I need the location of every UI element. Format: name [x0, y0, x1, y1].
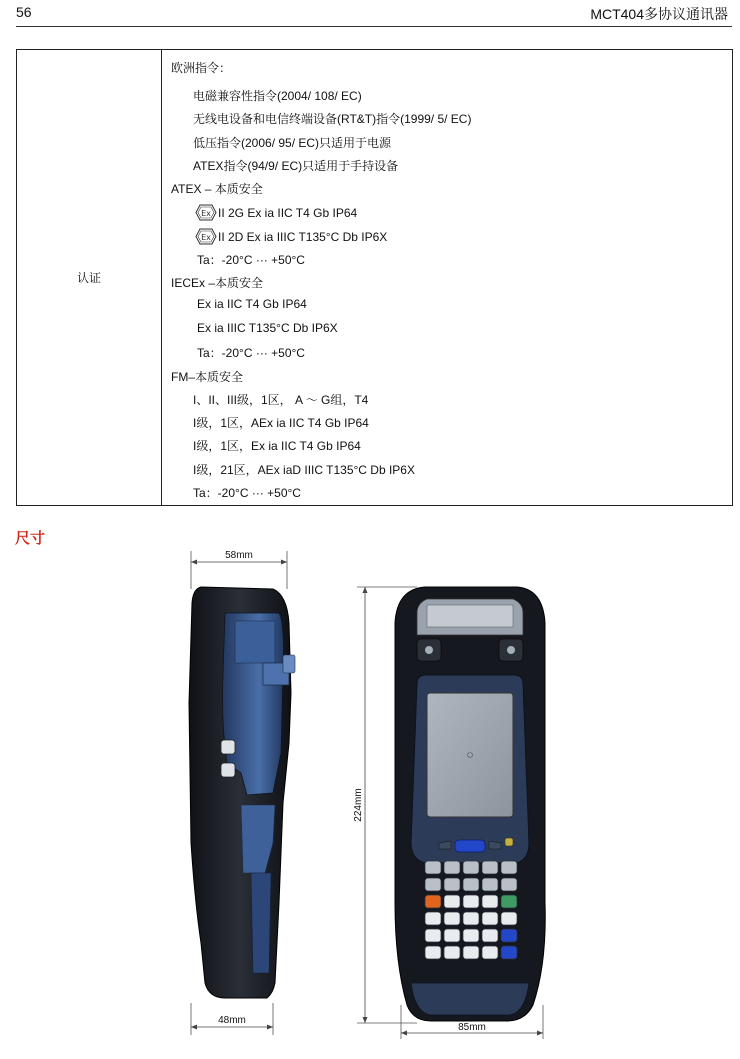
iecex-gas-rating: Ex ia IIC T4 Gb IP64 [197, 297, 307, 311]
keypad-key [444, 895, 460, 908]
ex-hexagon-icon [195, 228, 217, 245]
side-button-lower [221, 763, 235, 777]
atex-dust-rating [195, 228, 387, 245]
keypad-key [463, 861, 479, 874]
svg-text:Ex: Ex [201, 209, 211, 218]
ex-hexagon-icon [195, 204, 217, 221]
side-view [189, 550, 295, 1035]
keypad-key [425, 861, 441, 874]
keypad-key [482, 895, 498, 908]
front-width-label: 85mm [458, 1022, 486, 1033]
fm-heading: FM–本质安全 [171, 370, 244, 384]
keypad-key [482, 946, 498, 959]
emc-directive: 电磁兼容性指令(2004/ 108/ EC) [193, 89, 362, 103]
certification-table [16, 49, 733, 506]
keypad-key [463, 946, 479, 959]
keypad-key [482, 861, 498, 874]
keypad-key [463, 878, 479, 891]
eu-directives-heading: 欧洲指令： [171, 61, 232, 75]
front-view [395, 587, 545, 1039]
keypad-key [501, 946, 517, 959]
atex-heading: ATEX – 本质安全 [171, 182, 263, 196]
rtte-directive: 无线电设备和电信终端设备(RT&T)指令(1999/ 5/ EC) [193, 112, 472, 126]
keypad-key [501, 895, 517, 908]
keypad-key [501, 929, 517, 942]
certification-label: 认证 [76, 271, 101, 285]
keypad-key [425, 929, 441, 942]
fm-aex-gas: I级，1区，AEx ia IIC T4 Gb IP64 [193, 416, 369, 430]
dimensions-heading: 尺寸 [15, 529, 46, 547]
keypad-key [463, 912, 479, 925]
iecex-heading: IECEx –本质安全 [171, 276, 264, 290]
iecex-dust-rating: Ex ia IIIC T135°C Db IP6X [197, 321, 338, 335]
keypad-key [425, 878, 441, 891]
document-title: MCT404多协议通讯器 [590, 6, 728, 22]
svg-text:Ex: Ex [201, 233, 211, 242]
keypad-key [444, 929, 460, 942]
keypad-key [444, 946, 460, 959]
atex-dust-rating-text: II 2D Ex ia IIIC T135°C Db IP6X [218, 230, 388, 244]
keypad-key [425, 895, 441, 908]
atex-gas-rating [195, 204, 357, 221]
height-label: 224mm [353, 788, 364, 822]
iecex-temperature: Ta：-20°C ··· +50°C [197, 346, 305, 360]
keypad-key [444, 878, 460, 891]
low-voltage-directive: 低压指令(2006/ 95/ EC)只适用于电源 [193, 136, 392, 150]
keypad-key [501, 861, 517, 874]
fm-class-groups: I、II、III级，1区， A ～ G组，T4 [193, 393, 369, 407]
keypad-key [425, 912, 441, 925]
atex-directive: ATEX指令(94/9/ EC)只适用于手持设备 [193, 159, 399, 173]
keypad-key [482, 878, 498, 891]
side-button-upper [221, 740, 235, 754]
device-dimension-figure [155, 543, 563, 1055]
device-screen [427, 693, 513, 817]
fm-ex-gas: I级，1区，Ex ia IIC T4 Gb IP64 [193, 439, 361, 453]
atex-temperature: Ta：-20°C ··· +50°C [197, 253, 305, 267]
fm-aex-dust: I级，21区，AEx iaD IIIC T135°C Db IP6X [193, 463, 415, 477]
device-drawing [155, 543, 563, 1055]
keypad-key [482, 912, 498, 925]
fm-temperature: Ta：-20°C ··· +50°C [193, 486, 301, 500]
keypad-key [444, 861, 460, 874]
nav-key-blue [455, 840, 485, 852]
side-width-bottom-label: 48mm [218, 1015, 246, 1026]
atex-gas-rating-text: II 2G Ex ia IIC T4 Gb IP64 [218, 206, 358, 220]
keypad-key [501, 912, 517, 925]
page-number: 56 [16, 4, 32, 20]
keypad-key [444, 912, 460, 925]
side-width-top-label: 58mm [225, 550, 253, 561]
keypad-key [425, 946, 441, 959]
keypad-key [501, 878, 517, 891]
keypad-key [463, 895, 479, 908]
keypad-key [482, 929, 498, 942]
header-rule [16, 26, 732, 27]
keypad-key [463, 929, 479, 942]
